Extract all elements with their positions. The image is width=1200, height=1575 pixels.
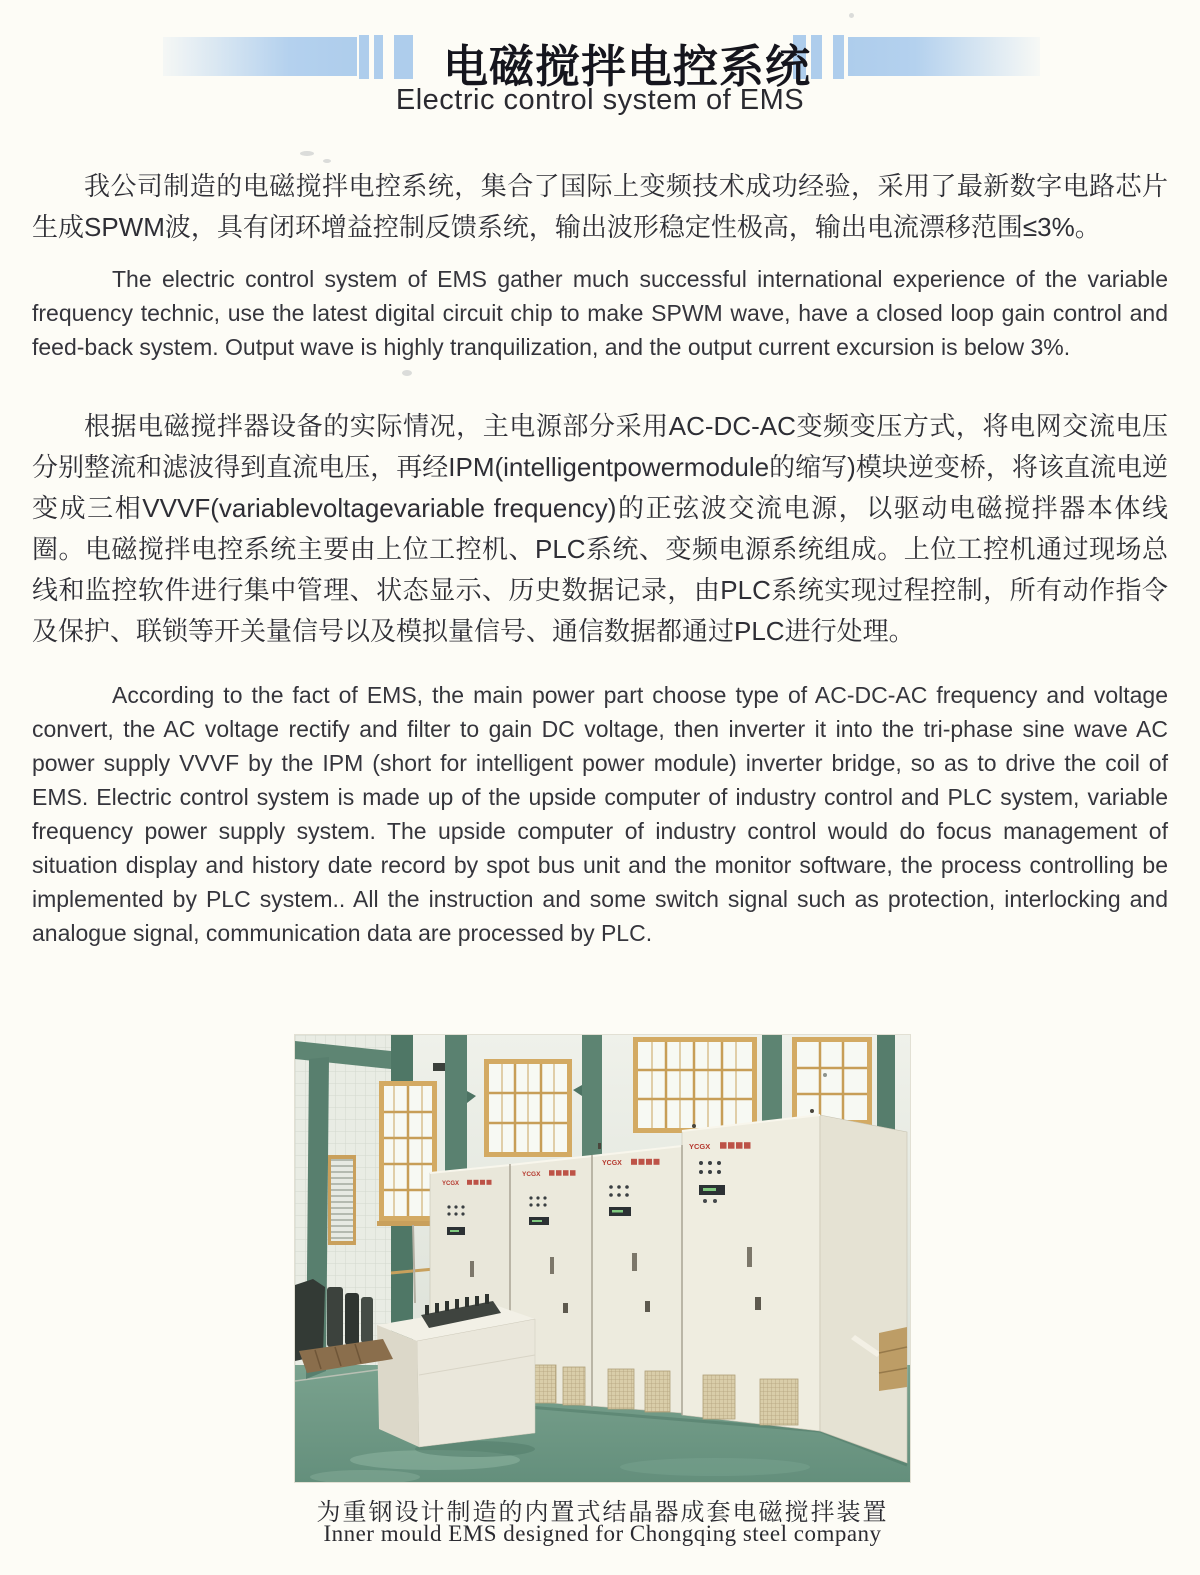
far-right-window [792, 1037, 872, 1125]
right-window [633, 1037, 757, 1133]
scan-speck [849, 13, 854, 18]
column [877, 1035, 895, 1135]
cabinet-label: YCGX [602, 1160, 622, 1167]
lifting-eyebolt [810, 1109, 814, 1113]
wall-lamp [433, 1063, 445, 1071]
paragraph-chinese-1: 我公司制造的电磁搅拌电控系统，集合了国际上变频技术成功经验，采用了最新数字电路芯片生成SPWM波，具有闭环增益控制反馈系统，输出波形稳定性极高，输出电流漂移范围≤3%。 [32, 171, 1168, 242]
header-gradient-bar-left [163, 37, 357, 76]
header-stripe [811, 35, 822, 79]
wooden-crate [879, 1327, 907, 1391]
cabinet-label: YCGX [442, 1181, 460, 1187]
photo-caption-english: Inner mould EMS designed for Chongqing steel company [323, 1521, 882, 1546]
paragraph-english-2: According to the fact of EMS, the main power part choose type of AC-DC-AC frequency and voltage convert, the AC voltage rectify and filter to gain DC voltage, then inverter it into the tri-phase sine wave AC power supply VVVF by the IPM (short for intelligent power module) inverter bridge, so as to drive the coil of EMS. Electric control system is made up of the upside computer of industry control and PLC system, variable frequency power supply system. The upside computer of industry control would do focus management of situation display and history date record by spot bus unit and the monitor software, the process controlling be implemented by PLC system.. All the instruction and some switch signal such as protection, interlocking and analogue signal, communication data are processed by PLC. [32, 682, 1168, 946]
header-stripe [374, 35, 383, 79]
cabinet-label: YCGX [689, 1142, 711, 1151]
header-stripe [833, 35, 844, 79]
lifting-eyebolt [692, 1124, 696, 1128]
floor-sheen [620, 1458, 810, 1476]
header-stripe [394, 35, 413, 79]
wall-speck [823, 1073, 827, 1077]
page-title-chinese: 电磁搅拌电控系统 [443, 41, 812, 92]
paragraph-english-1: The electric control system of EMS gather much successful international experience of the variable frequency technic, use the latest digital circuit chip to make SPWM wave, have a closed loop gain control and feed-back system. Output wave is highly tranquilization, and the output current excursion is below 3%. [32, 266, 1168, 360]
page-title-english: Electric control system of EMS [395, 84, 805, 116]
paragraph-chinese-2: 根据电磁搅拌器设备的实际情况，主电源部分采用AC-DC-AC变频变压方式，将电网交流电压分别整流和滤波得到直流电压，再经IPM(intelligentpowermodule的缩写)模块逆变桥，将该直流电逆变成三相VVVF(variablevoltagevariable frequency)的正弦波交流电源，以驱动电磁搅拌器本体线圈。电磁搅拌电控系统主要由上位工控机、PLC系统、变频电源系统组成。上位工控机通过现场总线和监控软件进行集中管理、状态显示、历史数据记录，由PLC系统实现过程控制，所有动作指令及保护、联锁等开关量信号以及模拟量信号、通信数据都通过PLC进行处理。 [32, 411, 1168, 646]
header-gradient-bar-right [848, 37, 1040, 76]
photo-caption-chinese: 为重钢设计制造的内置式结晶器成套电磁搅拌装置 [316, 1500, 889, 1526]
scan-speck [323, 159, 331, 163]
cabinet-label: YCGX [522, 1171, 541, 1178]
header-stripe [359, 35, 369, 79]
scan-speck [402, 370, 412, 376]
louvre-window [328, 1155, 356, 1245]
scan-speck [300, 151, 314, 156]
lifting-eyebolt [598, 1143, 601, 1149]
center-window [484, 1059, 572, 1157]
photo-illustration [295, 1035, 910, 1482]
cabinet-4-side [820, 1115, 907, 1463]
product-photo [295, 1035, 910, 1482]
